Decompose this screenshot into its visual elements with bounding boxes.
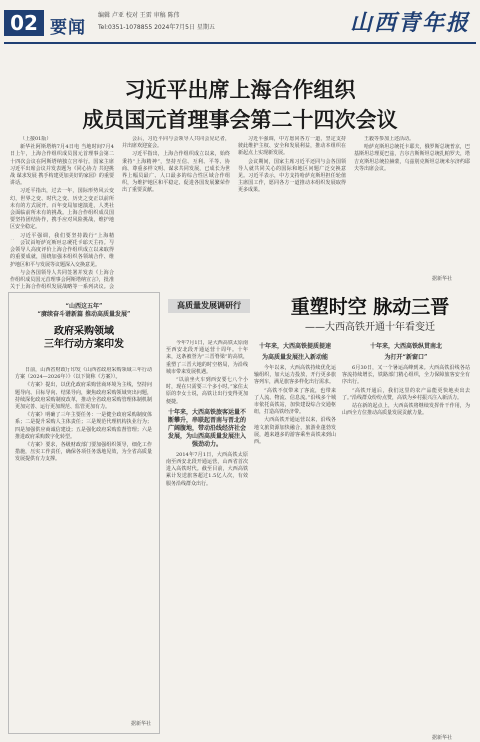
feature-column-3 xyxy=(342,340,470,732)
lead-credit: 据新华社 xyxy=(432,276,453,282)
box-title-line1: 政府采购领域 xyxy=(54,326,114,337)
feature-para: 大西高铁开通运营以来，沿线各地文旅资源加快融合，旅游业蓬勃发展，越来越多的游客乘坐高铁来到山西。 xyxy=(254,417,336,446)
page-number: 02 xyxy=(4,10,44,36)
box-body xyxy=(15,367,152,717)
feature-subhead: 为打开“新窗口” xyxy=(384,354,428,361)
feature-credit: 据新华社 xyxy=(432,735,453,741)
lead-para: 哈萨克斯坦总统托卡耶夫，俄罗斯总统普京，巴基斯坦总理夏巴兹，吉尔吉斯斯坦总统扎帕罗夫，塔吉克斯坦总统拉赫蒙，乌兹别克斯坦总统米尔济约耶夫等出席会议。 xyxy=(354,144,470,172)
lead-para: 习近平指出，过去一年，国际形势风云变幻，世界之变、时代之变、历史之变正以前所未有的方式展开。百年变局加速演进，人类社会面临前所未有的挑战。上海合作组织成员国要坚持团结协作，携手应对风险挑战，维护地区安全稳定。 xyxy=(10,188,114,231)
box-para: 《方案》要求，各级财政部门要加强组织领导，细化工作措施，压实工作责任，确保各项任务落地见效，为全省高质量发展提供有力支撑。 xyxy=(15,442,152,463)
box-para: 《方案》提出，以优化政府采购营商环境为主线，坚持问题导向、目标导向、结果导向，聚焦政府采购领域突出问题，持续深化政府采购制度改革，推动全省政府采购管理体制机制更加完善、运行更加规范、监管更加有力。 xyxy=(15,382,152,411)
section-name: 要闻 xyxy=(50,18,86,38)
feature-para: 站在新的起点上，大西高铁将继续发挥骨干作用，为山西全方位推动高质量发展贡献力量。 xyxy=(342,403,470,417)
feature-column-2 xyxy=(254,340,336,732)
box-kicker-line2: “赓续奋斗谱新篇 推动高质量发展” xyxy=(37,311,131,318)
feature-title: 重塑时空 脉动三晋 xyxy=(290,296,450,318)
feature-para: 2014年7月1日，大西高铁太原南至西安北段开通运营，山西省首次进入高铁时代。截至目前，大西高铁累计发送旅客超过1.5亿人次，有效服务沿线群众出行。 xyxy=(166,451,248,487)
lead-para: 习近平强调，中方愿同各方一道，坚定支持彼此维护主权、安全和发展利益，推动本组织在新起点上实现新发展。 xyxy=(238,136,346,157)
contact-date: Tel:0351-1078855 2024年7月5日 星期五 xyxy=(98,24,215,31)
feature-para: “高铁开通后，我们这里的农产品能更快地卖出去了。”沿线群众纷纷点赞，高铁为乡村振兴注入新活力。 xyxy=(342,387,470,401)
feature-para: 6月30日，又一个暑运高峰到来。大西高铁沿线各站客流持续增长，铁路部门精心组织，全力保障旅客安全有序出行。 xyxy=(342,365,470,386)
feature-para: “高铁不仅带来了客流，也带来了人流、物流、信息流。”沿线多个城市依托高铁站，加快建设综合交通枢纽，打造高铁经济带。 xyxy=(254,387,336,416)
feature-subhead: 为高质量发展注入新动能 xyxy=(261,354,328,361)
lead-column-4 xyxy=(354,136,470,276)
sidebar-article-box xyxy=(8,292,160,734)
lead-column-1 xyxy=(10,136,114,240)
lead-para: （上接01版） xyxy=(20,136,52,142)
feature-subhead: 十年来，大西高铁提质提速 xyxy=(258,343,331,350)
box-para: 日前，山西省财政厅印发《山西省政府采购领域三年行动方案（2024—2026年）》（以下简称《方案》）。 xyxy=(15,367,152,381)
newspaper-logo: 山西青年报 xyxy=(349,10,470,36)
feature-subhead: 十年来，大西高铁纵贯南北 xyxy=(369,343,442,350)
lead-para: 会后，习近平同与会领导人共同会见记者，并出席欢迎宴会。 xyxy=(122,136,230,150)
header-rule xyxy=(4,42,476,44)
feature-tag: 高质量发展调研行 xyxy=(168,299,250,313)
lead-para: 新华社阿斯塔纳7月4日电 当地时间7月4日上午，上海合作组织成员国元首理事会第二十四次会议在阿斯塔纳独立宫举行。国家主席习近平出席会议并发表题为《同心协力 共迎挑战 谋求发展 携手构建更加美好的家园》的重要讲话。 xyxy=(10,144,114,187)
lead-para: 会议期间，国家主席习近平还同与会各国领导人就共同关心的国际和地区问题广泛交换意见。习近平表示，中方支持哈萨克斯坦担任轮值主席国工作，愿同各方一道推动本组织发展取得更多成果。 xyxy=(238,158,346,194)
feature-column-1 xyxy=(166,340,248,732)
lead-para: 会议由哈萨克斯坦总统托卡耶夫主持。与会领导人高度评价上海合作组织成立以来取得的重要成就，围绕加强本组织各领域合作、维护地区和平与发展等议题深入交换意见。 xyxy=(10,240,114,268)
feature-para: 今年7月1日，是大西高铁太原南至西安北段开通运营十周年。十年来，这条被誉为“三晋脊梁”的高铁，重塑了三晋大地的时空格局，为沿线城市带来发展机遇。 xyxy=(166,340,248,375)
feature-subtitle: ——大西高铁开通十年看变迁 xyxy=(305,322,435,333)
lead-para: 习近平指出，上海合作组织成立以来，始终秉持“上海精神”，坚持互信、互利、平等、协商、尊重多样文明、谋求共同发展，已成长为世界上幅员最广、人口最多的综合性区域合作组织，为维护地区和平稳定、促进各国发展繁荣作出了重要贡献。 xyxy=(122,151,230,194)
lead-title-line1: 习近平出席上海合作组织 xyxy=(124,78,356,102)
lead-column-1b xyxy=(10,240,114,290)
feature-subhead: 十年来，大西高铁旅客运量不断攀升，串联起晋南与晋北的广阔腹地，带动沿线经济社会发展，为山西高质量发展注入强劲动力。 xyxy=(167,408,246,448)
box-para: 《方案》明确了三年主要任务：一是健全政府采购制度体系；二是提升采购人主体责任；三是规范代理机构执业行为；四是加强供应商诚信建设；五是强化政府采购监督管理；六是推进政府采购数字化转型。 xyxy=(15,412,152,440)
lead-para: 与会各国领导人共同签署并发表《上海合作组织成员国元首理事会阿斯塔纳宣言》，批准关于上海合作组织发展战略等一系列决议。会 xyxy=(10,269,114,290)
lead-para: 习近平强调，我们要坚持践行“上海精 xyxy=(20,232,114,239)
lead-column-3 xyxy=(238,136,346,276)
box-title-line2: 三年行动方案印发 xyxy=(44,339,124,350)
feature-para: 今年以来，大西高铁持续优化运输组织，加大运力投放，开行更多旅客列车，满足旅客多样化出行需求。 xyxy=(254,365,336,386)
lead-title-line2: 成员国元首理事会第二十四次会议 xyxy=(82,108,398,132)
lead-column-2 xyxy=(122,136,230,276)
lead-para: 王毅等参加上述活动。 xyxy=(364,136,415,142)
editor-credits: 编辑 卢亚 校对 王雷 审稿 陈伟 xyxy=(98,12,180,19)
masthead xyxy=(0,0,480,44)
box-kicker-line1: “山西这五年” xyxy=(65,303,103,310)
feature-para: “以前坐火车到西安要七八个小时，现在只需要三个多小时。”家住太原的李女士说，高铁让出行变得更加便捷。 xyxy=(166,377,248,405)
box-credit: 据新华社 xyxy=(130,721,151,727)
